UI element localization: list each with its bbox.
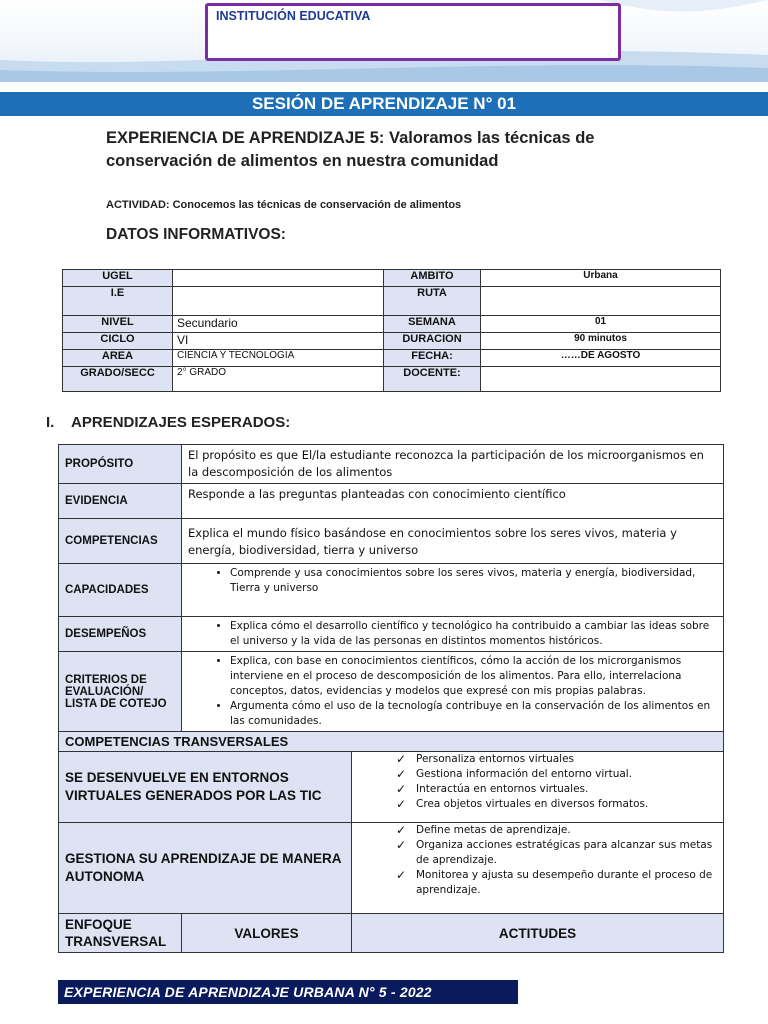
duracion-label: DURACION [384,333,481,350]
desempenos-label: DESEMPEÑOS [59,617,182,652]
list-item: ✓ Crea objetos virtuales en diversos formatos. [394,797,723,812]
gestiona-checklist [352,823,723,898]
actitudes-header: ACTITUDES [352,914,724,953]
table-row [59,823,724,914]
ambito-label: AMBITO [384,270,481,287]
list-item: ✓ Interactúa en entornos virtuales. [394,782,723,797]
ugel-value [173,270,384,287]
nivel-label: NIVEL [63,316,173,333]
table-row [63,350,721,367]
area-value: CIENCIA Y TECNOLOGIA [173,350,384,367]
experience-title-rest: : Valoramos las técnicas de conservación de alimentos en nuestra comunidad [106,129,595,170]
capacidades-label: CAPACIDADES [59,564,182,617]
experience-title [106,127,666,173]
criterios-list [188,654,717,729]
list-item: • Explica, con base en conocimientos científicos, cómo la acción de los microrganismos interviene en el proceso de descomposición de los alimentos. Para ello, interrelaciona conceptos, datos, evidencias y modelos que expresé con mis propias palabras. [230,654,717,699]
section-number: I. [46,414,55,431]
ciclo-label: CICLO [63,333,173,350]
table-row [63,287,721,316]
grado-label: GRADO/SECC [63,367,173,392]
fecha-value: ……DE AGOSTO [481,350,721,367]
ambito-value: Urbana [481,270,721,287]
list-item: • Comprende y usa conocimientos sobre los seres vivos, materia y energía, biodiversidad, Tierra y universo [230,566,717,596]
section-title: APRENDIZAJES ESPERADOS: [71,414,291,431]
table-row [59,752,724,823]
table-row [59,564,724,617]
enfoque-label: ENFOQUE TRANSVERSAL [59,914,182,953]
experience-title-prefix: EXPERIENCIA DE APRENDIZAJE 5 [106,129,379,147]
activity-line: ACTIVIDAD: Conocemos las técnicas de conservación de alimentos [106,199,462,211]
table-row [59,652,724,732]
capacidades-list [188,566,717,596]
list-item: ✓ Personaliza entornos virtuales [394,752,723,767]
table-row [59,732,724,752]
competencias-text: Explica el mundo físico basándose en conocimientos sobre los seres vivos, materia y energía, biodiversidad, tierra y universo [182,519,724,564]
info-table [62,269,721,392]
ruta-label: RUTA [384,287,481,316]
list-item: ✓ Monitorea y ajusta su desempeño durante el proceso de aprendizaje. [394,868,723,898]
proposito-label: PROPÓSITO [59,445,182,484]
docente-label: DOCENTE: [384,367,481,392]
ie-value [173,287,384,316]
tic-label: SE DESENVUELVE EN ENTORNOS VIRTUALES GENERADOS POR LAS TIC [59,752,352,823]
session-title: SESIÓN DE APRENDIZAJE N° 01 [0,92,768,116]
desempenos-cell [182,617,724,652]
area-label: AREA [63,350,173,367]
semana-value: 01 [481,316,721,333]
transversales-label: COMPETENCIAS TRANSVERSALES [59,732,724,752]
table-row [59,445,724,484]
tic-cell [352,752,724,823]
ruta-value [481,287,721,316]
grado-value: 2° GRADO [173,367,384,392]
ie-label: I.E [63,287,173,316]
semana-label: SEMANA [384,316,481,333]
competencias-label: COMPETENCIAS [59,519,182,564]
valores-header: VALORES [182,914,352,953]
ugel-label: UGEL [63,270,173,287]
list-item: ✓ Organiza acciones estratégicas para alcanzar sus metas de aprendizaje. [394,838,723,868]
datos-heading: DATOS INFORMATIVOS: [106,226,286,243]
table-row [59,617,724,652]
duracion-value: 90 minutos [481,333,721,350]
table-row [63,316,721,333]
aprendizajes-heading [46,414,290,431]
fecha-label: FECHA: [384,350,481,367]
table-row [63,367,721,392]
footer-banner: EXPERIENCIA DE APRENDIZAJE URBANA N° 5 - 2022 [58,980,518,1004]
evidencia-label: EVIDENCIA [59,484,182,519]
aprendizajes-table [58,444,724,953]
ciclo-value: VI [173,333,384,350]
list-item: ✓ Define metas de aprendizaje. [394,823,723,838]
desempenos-list [188,619,717,649]
table-row [63,333,721,350]
evidencia-text: Responde a las preguntas planteadas con conocimiento científico [182,484,724,519]
docente-value [481,367,721,392]
list-item: • Explica cómo el desarrollo científico y tecnológico ha contribuido a cambiar las ideas sobre el universo y la vida de las personas en distintos momentos históricos. [230,619,717,649]
capacidades-cell [182,564,724,617]
institution-label: INSTITUCIÓN EDUCATIVA [216,9,371,23]
table-row [59,484,724,519]
proposito-text: El propósito es que El/la estudiante reconozca la participación de los microorganismos en la descomposición de los alimentos [182,445,724,484]
table-row [63,270,721,287]
list-item: • Argumenta cómo el uso de la tecnología contribuye en la conservación de los alimentos en las comunidades. [230,699,717,729]
criterios-cell [182,652,724,732]
gestiona-cell [352,823,724,914]
tic-checklist [352,752,723,812]
table-row [59,519,724,564]
nivel-value: Secundario [173,316,384,333]
gestiona-label: GESTIONA SU APRENDIZAJE DE MANERA AUTONOMA [59,823,352,914]
criterios-label: CRITERIOS DE EVALUACIÓN/ LISTA DE COTEJO [59,652,182,732]
table-row [59,914,724,953]
list-item: ✓ Gestiona información del entorno virtual. [394,767,723,782]
